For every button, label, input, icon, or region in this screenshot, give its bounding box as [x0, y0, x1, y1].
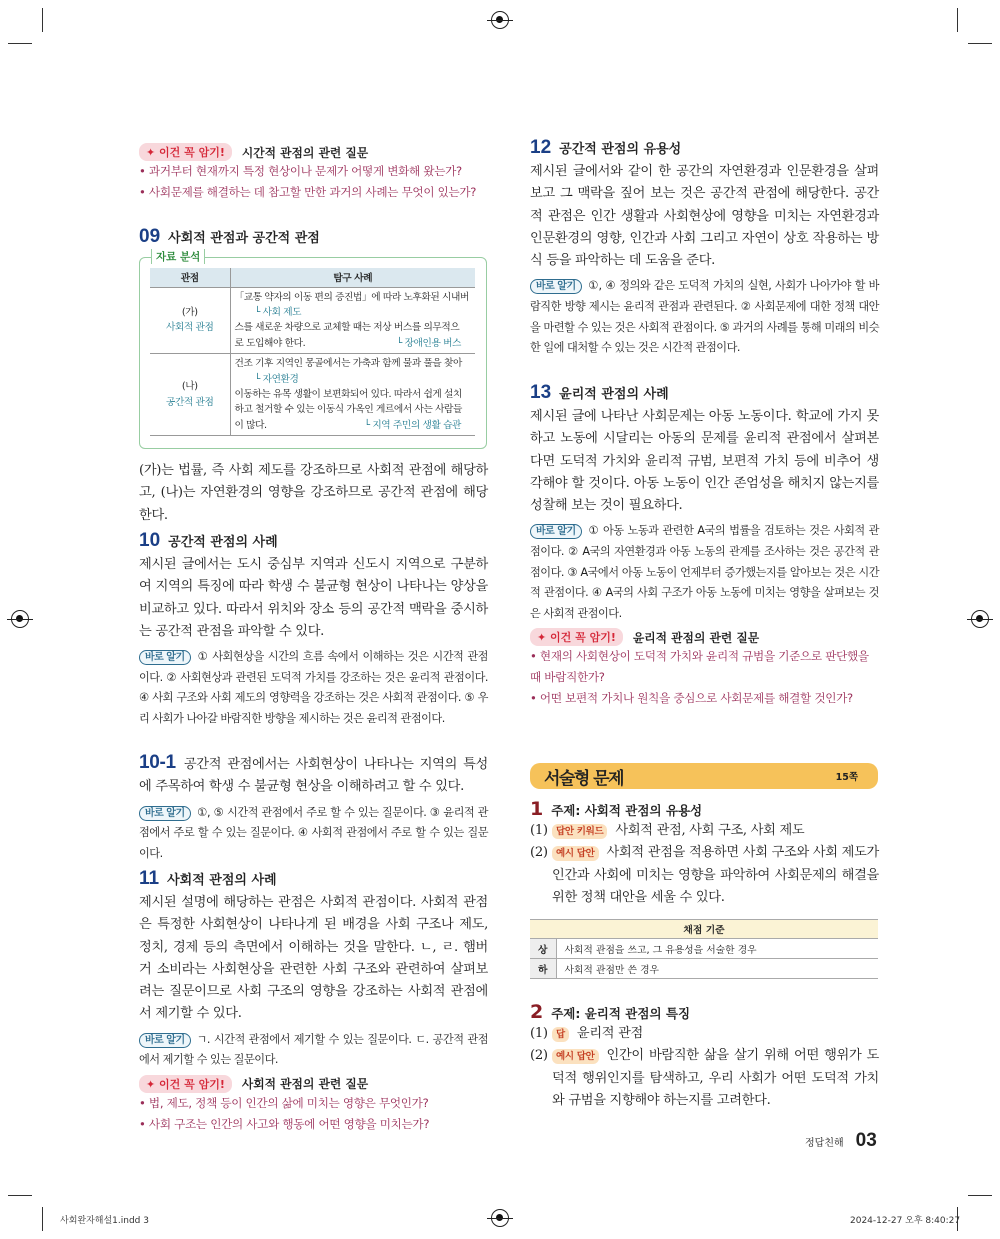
- question-title: 사회적 관점의 사례: [167, 873, 277, 888]
- table-header: 탐구 사례: [230, 268, 475, 287]
- memo-bullet: • 어떤 보편적 가치나 원칙을 중심으로 사회문제를 해결할 것인가?: [530, 691, 853, 706]
- question-number: 11: [139, 868, 160, 889]
- registration-mark-icon: [491, 1209, 509, 1227]
- table-row: [530, 959, 878, 979]
- correct-note: ①, ⑤ 시간적 관점에서 주로 할 수 있는 질문이다. ③ 윤리적 관점에서 주로 할 수 있는 질문이다. ④ 사회적 관점에서 주로 할 수 있는 질문이다.: [139, 805, 488, 860]
- row-answer: 사회적 관점: [166, 322, 214, 334]
- explanation: 제시된 글에서는 도시 중심부 지역과 신도시 지역으로 구분하여 지역의 특징에 따라 학생 수 불균형 현상이 나타나는 양상을 비교하고 있다. 따라서 위치와 장소 등의 공간적 맥락을 중시하는 공간적 관점을 파악할 수 있다.: [139, 557, 488, 639]
- memo-title: 윤리적 관점의 관련 질문: [632, 630, 760, 645]
- annotation: └ 자연환경: [254, 373, 299, 385]
- question-number: 10-1: [139, 752, 176, 773]
- question-13: [530, 382, 879, 709]
- registration-mark-icon: [971, 610, 989, 628]
- question-title: 공간적 관점의 사례: [168, 535, 278, 550]
- question-number: 12: [530, 137, 552, 158]
- annotation: └ 지역 주민의 생활 습관: [364, 419, 461, 431]
- correct-note: ①, ④ 정의와 같은 도덕적 가치의 실현, 사회가 나아가야 할 바람직한 방향 제시는 윤리적 관점과 관련된다. ② 사회문제에 대한 정책 대안을 마련할 수 있는 것은 사회적 관점이다. ⑤ 과거의 사례를 통해 미래의 비슷한 일에 대처할 수 있는 것은 시간적 관점이다.: [530, 279, 879, 355]
- essay-question-2: [530, 1001, 879, 1112]
- answer-text: 윤리적 관점: [576, 1026, 643, 1041]
- registration-mark-icon: [11, 610, 29, 628]
- rubric-header: 채점 기준: [530, 920, 878, 939]
- correct-note-pill: 바로 알기: [530, 279, 582, 294]
- memo-bullet: • 사회문제를 해결하는 데 참고할 만한 과거의 사례는 무엇이 있는가?: [139, 185, 477, 199]
- crop-mark: [957, 8, 958, 32]
- case-text: 「교통 약자의 이동 편의 증진법」에 따라 노후화된 시내버: [234, 291, 469, 303]
- answer-text: 사회적 관점, 사회 구조, 사회 제도: [615, 823, 805, 838]
- criterion: 사회적 관점만 쓴 경우: [556, 959, 878, 979]
- table-row: [530, 939, 878, 959]
- memo-title: 사회적 관점의 관련 질문: [241, 1077, 369, 1092]
- question-title: 사회적 관점과 공간적 관점: [168, 231, 320, 246]
- correct-note-pill: 바로 알기: [139, 1033, 191, 1048]
- answer-text: 인간이 바람직한 삶을 살기 위해 어떤 행위가 도덕적 행위인지를 탐색하고, 우리 사회가 어떤 도덕적 가치와 규범을 지향해야 하는지를 고려한다.: [552, 1048, 879, 1108]
- question-10-1: [139, 752, 488, 864]
- correct-note-pill: 바로 알기: [139, 806, 191, 821]
- crop-mark: [8, 43, 32, 44]
- crop-mark: [42, 8, 43, 32]
- criterion: 사회적 관점을 쓰고, 그 유용성을 서술한 경우: [556, 939, 878, 959]
- memo-title: 시간적 관점의 관련 질문: [241, 145, 369, 160]
- table-header: 관점: [150, 268, 230, 287]
- table-row: [150, 287, 475, 354]
- memorize-tag: ✦ 이건 꼭 암기!: [139, 1075, 232, 1093]
- file-name: 사회완자해설1.indd 3: [60, 1216, 149, 1226]
- memo-temporal: [139, 139, 488, 203]
- memo-bullet: • 사회 구조는 인간의 사고와 행동에 어떤 영향을 미치는가?: [139, 1116, 430, 1131]
- answer-tag: 예시 답안: [552, 1049, 599, 1064]
- explanation: 공간적 관점에서는 사회현상이 나타나는 지역의 특성에 주목하여 학생 수 불균형 현상을 이해하려고 할 수 있다.: [139, 757, 488, 795]
- question-title: 윤리적 관점의 사례: [559, 387, 669, 402]
- question-number: 2: [530, 1001, 544, 1023]
- question-12: [530, 137, 879, 359]
- question-number: 1: [530, 798, 544, 820]
- explanation: 제시된 글에 나타난 사회문제는 아동 노동이다. 학교에 가지 못하고 노동에 시달리는 아동의 문제를 윤리적 관점에서 살펴본다면 도덕적 가치와 윤리적 규범, 보편적 가치 등에 비추어 생각해야 할 것이다. 아동 노동이 인간 존엄성을 해치지 않는지를 성찰해 보는 것이 필요하다.: [530, 409, 879, 514]
- correct-note-pill: 바로 알기: [139, 650, 191, 665]
- case-text: 건조 기후 지역인 몽골에서는 가축과 함께 물과 풀을 찾아: [234, 358, 462, 370]
- registration-mark-icon: [491, 11, 509, 29]
- sub-number: (2): [530, 1048, 548, 1064]
- question-title: 주제: 사회적 관점의 유용성: [551, 803, 703, 818]
- explanation: 제시된 글에서와 같이 한 공간의 자연환경과 인문환경을 살펴보고 그 맥락을 짚어 보는 것은 공간적 관점에 해당한다. 공간적 관점은 인간 생활과 사회현상에 영향을 미치는 자연환경과 인문환경의 영향, 인간과 사회 그리고 자연이 상호 작용하는 방식 등을 파악하는 데 도움을 준다.: [530, 164, 879, 269]
- grade: 하: [530, 959, 556, 979]
- sub-number: (1): [530, 823, 548, 838]
- question-title: 주제: 윤리적 관점의 특징: [551, 1006, 691, 1021]
- memo-bullet: • 과거부터 현재까지 특정 현상이나 문제가 어떻게 변화해 왔는가?: [139, 164, 462, 178]
- memo-bullet: • 현재의 사회현상이 도덕적 가치와 윤리적 규범을 기준으로 판단했을 때 바람직한가?: [530, 649, 869, 685]
- row-label: (나): [181, 381, 198, 393]
- correct-note: ① 사회현상을 시간의 흐름 속에서 이해하는 것은 시간적 관점이다. ② 사회현상과 관련된 도덕적 가치를 강조하는 것은 윤리적 관점이다. ④ 사회 구조와 사회 제도의 영향력을 강조하는 것은 사회적 관점이다. ⑤ 우리 사회가 나아갈 바람직한 방향을 제시하는 것은 윤리적 관점이다.: [139, 650, 488, 725]
- page-footer: [805, 1130, 877, 1152]
- memorize-tag: ✦ 이건 꼭 암기!: [530, 628, 623, 646]
- crop-mark: [8, 1195, 32, 1196]
- section-title: 서술형 문제: [544, 768, 624, 789]
- perspective-table: [150, 268, 475, 436]
- question-number: 13: [530, 382, 552, 403]
- row-answer: 공간적 관점: [166, 396, 214, 408]
- answer-tag: 예시 답안: [552, 846, 599, 861]
- essay-question-1: [530, 798, 879, 979]
- question-number: 10: [139, 530, 161, 551]
- annotation: └ 사회 제도: [254, 306, 302, 318]
- question-title: 공간적 관점의 유용성: [559, 142, 682, 157]
- question-11: [139, 868, 488, 1135]
- grade: 상: [530, 939, 556, 959]
- table-row: [150, 354, 475, 436]
- print-timestamp: 2024-12-27 오후 8:40:27: [850, 1216, 961, 1226]
- case-text: 스를 새로운 차량으로 교체할 때는 저상 버스를 의무적으: [234, 322, 460, 334]
- rubric-table: [530, 919, 878, 979]
- data-analysis-label: 자료 분석: [151, 249, 205, 264]
- q09-explanation: (가)는 법률, 즉 사회 제도를 강조하므로 사회적 관점에 해당하고, (나)는 자연환경의 영향을 강조하므로 공간적 관점에 해당한다.: [139, 463, 488, 523]
- explanation: 제시된 설명에 해당하는 관점은 사회적 관점이다. 사회적 관점은 특정한 사회현상이 나타나게 된 배경을 사회 구조나 제도, 정치, 경제 등의 측면에서 이해하는 것을 말한다. ㄴ, ㄹ. 햄버거 소비라는 사회현상을 관련한 사회 구조와 관련하여 살펴보려는 질문이므로 사회 구조의 영향을 강조하는 사회적 관점에서 제기할 수 있다.: [139, 895, 488, 1022]
- crop-mark: [42, 1207, 43, 1231]
- case-text: 로 도입해야 한다.: [234, 337, 306, 349]
- case-text: 이동하는 유목 생활이 보편화되어 있다. 따라서 쉽게 설치: [234, 388, 462, 400]
- memorize-tag: ✦ 이건 꼭 암기!: [139, 143, 232, 161]
- question-10: [139, 530, 488, 730]
- answer-text: 사회적 관점을 적용하면 사회 구조와 사회 제도가 인간과 사회에 미치는 영향을 파악하여 사회문제의 해결을 위한 정책 대안을 세울 수 있다.: [552, 845, 879, 905]
- crop-mark: [968, 1195, 992, 1196]
- answer-tag: 답안 키워드: [552, 824, 607, 839]
- annotation: └ 장애인용 버스: [396, 337, 461, 349]
- crop-mark: [968, 43, 992, 44]
- sub-number: (2): [530, 845, 548, 861]
- question-09: [139, 226, 488, 250]
- page-reference: 15쪽: [835, 772, 858, 783]
- essay-section-banner: [530, 763, 878, 789]
- answer-tag: 답: [552, 1027, 569, 1042]
- correct-note: ① 아동 노동과 관련한 A국의 법률을 검토하는 것은 사회적 관점이다. ② A국의 자연환경과 아동 노동의 관계를 조사하는 것은 공간적 관점이다. ③ A국에서 아동 노동이 언제부터 증가했는지를 알아보는 것은 시간적 관점이다. ④ A국의 사회 구조가 아동 노동에 미치는 영향을 살펴보는 것은 사회적 관점이다.: [530, 524, 879, 620]
- row-label: (가): [181, 306, 198, 318]
- question-number: 09: [139, 226, 161, 247]
- page-number: 03: [855, 1130, 877, 1151]
- case-text: 하고 철거할 수 있는 이동식 가옥인 게르에서 사는 사람들: [234, 404, 462, 416]
- memo-bullet: • 법, 제도, 정책 등이 인간의 삶에 미치는 영향은 무엇인가?: [139, 1095, 429, 1110]
- correct-note-pill: 바로 알기: [530, 524, 582, 539]
- case-text: 이 많다.: [234, 419, 267, 431]
- sub-number: (1): [530, 1026, 548, 1041]
- section-name: 정답친해: [805, 1138, 844, 1149]
- correct-note: ㄱ. 시간적 관점에서 제기할 수 있는 질문이다. ㄷ. 공간적 관점에서 제기할 수 있는 질문이다.: [139, 1032, 488, 1067]
